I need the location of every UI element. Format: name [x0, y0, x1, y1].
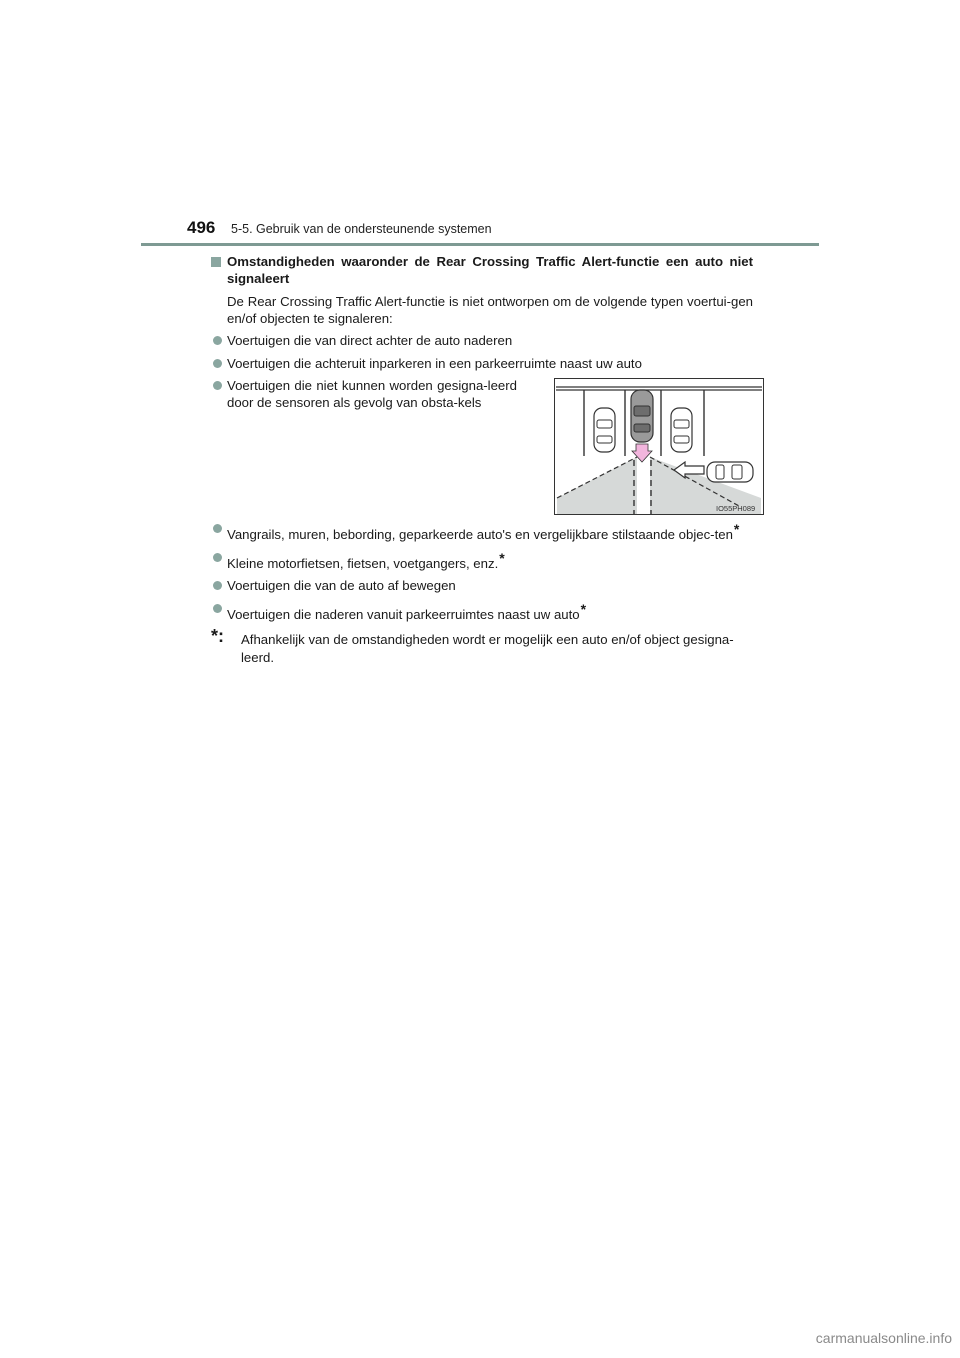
bullet-dot-icon	[213, 381, 222, 390]
bullet-dot-icon	[213, 336, 222, 345]
page-number: 496	[187, 218, 216, 237]
footnote-mark: *:	[211, 626, 224, 646]
heading-text: Omstandigheden waaronder de Rear Crossing Traffic Alert-functie een auto niet signaleert	[227, 254, 753, 286]
asterisk-mark: *	[580, 600, 587, 617]
footnote	[211, 626, 753, 667]
parking-illustration	[554, 378, 764, 515]
list-item	[211, 521, 753, 544]
footnote-text: Afhankelijk van de omstandigheden wordt er mogelijk een auto en/of object gesigna-leerd.	[241, 632, 734, 665]
bullet-dot-icon	[213, 604, 222, 613]
intro-text: De Rear Crossing Traffic Alert-functie is niet ontworpen om de volgende typen voertui-gen en/of objecten te signaleren:	[227, 294, 753, 326]
parked-car-left	[594, 408, 615, 452]
list-item-text: Voertuigen die achteruit inparkeren in een parkeerruimte naast uw auto	[227, 355, 642, 371]
square-bullet-icon	[211, 257, 221, 267]
list-item	[211, 378, 517, 411]
figure-code: IO55PH089	[716, 504, 756, 513]
bullet-dot-icon	[213, 581, 222, 590]
list-item	[211, 356, 753, 373]
own-car	[631, 390, 653, 442]
watermark: carmanualsonline.info	[815, 1330, 952, 1346]
asterisk-mark: *	[499, 549, 505, 566]
parked-car-right	[671, 408, 692, 452]
bullet-dot-icon	[213, 553, 222, 562]
list-item-text: Voertuigen die niet kunnen worden gesigna-leerd door de sensoren als gevolg van obsta-kels	[227, 378, 517, 410]
list-item	[211, 578, 753, 595]
bullet-with-figure	[211, 378, 756, 515]
section-heading	[211, 254, 753, 287]
list-item	[211, 601, 753, 624]
list-item-text: Voertuigen die naderen vanuit parkeerruimtes naast uw auto	[227, 606, 580, 622]
section-title: 5-5. Gebruik van de ondersteunende systemen	[231, 222, 492, 236]
header-rule	[141, 243, 819, 246]
approaching-car	[707, 462, 753, 482]
content	[211, 254, 756, 667]
bullet-dot-icon	[213, 524, 222, 533]
bullet-dot-icon	[213, 359, 222, 368]
list-item-text: Voertuigen die van direct achter de auto naderen	[227, 333, 513, 348]
list-item	[211, 550, 753, 573]
list-item	[211, 333, 753, 350]
list-item-text: Kleine motorfietsen, fietsen, voetgangers, enz.	[227, 555, 499, 571]
list-item-text: Vangrails, muren, bebording, geparkeerde auto's en vergelijkbare stilstaande objec-ten	[227, 527, 733, 542]
asterisk-mark: *	[733, 521, 740, 537]
list-item-text: Voertuigen die van de auto af bewegen	[227, 578, 456, 593]
